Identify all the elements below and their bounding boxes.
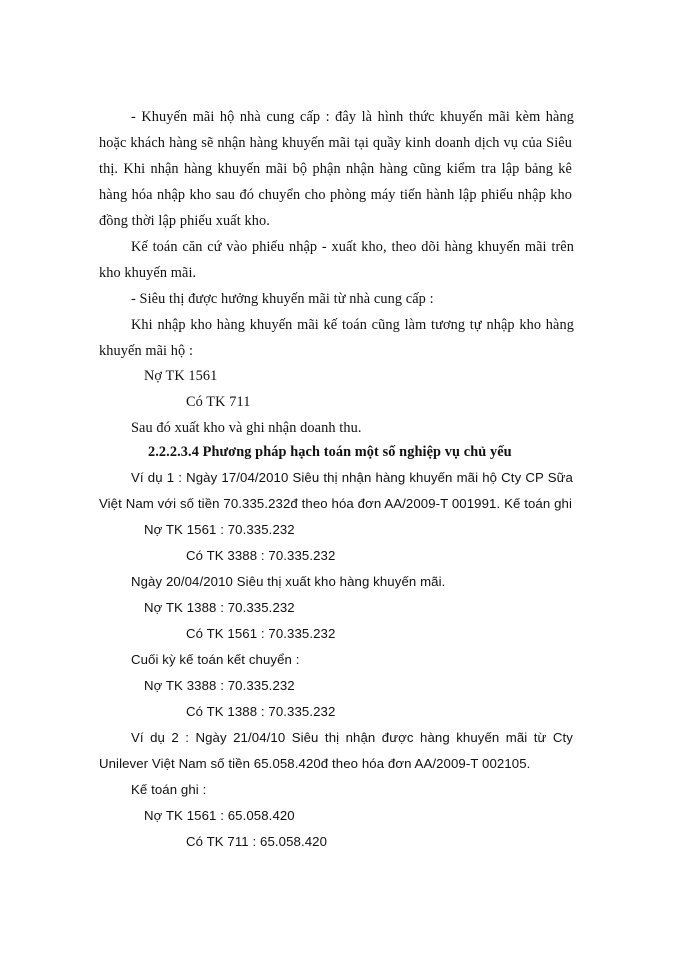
paragraph-line: hoặc khách hàng sẽ nhận hàng khuyến mãi tại quầy kinh doanh dịch vụ của Siêu bbox=[99, 135, 572, 151]
paragraph-line: hàng hóa nhập kho sau đó chuyển cho phòng máy tiến hành lập phiếu nhập kho bbox=[99, 187, 572, 203]
paragraph-line: - Siêu thị được hưởng khuyến mãi từ nhà cung cấp : bbox=[131, 291, 434, 307]
journal-debit: Nợ TK 3388 : 70.335.232 bbox=[144, 678, 295, 693]
journal-credit: Có TK 1561 : 70.335.232 bbox=[186, 626, 336, 641]
paragraph-line: kho khuyến mãi. bbox=[99, 265, 197, 281]
journal-credit: Có TK 711 : 65.058.420 bbox=[186, 834, 328, 849]
journal-debit: Nợ TK 1388 : 70.335.232 bbox=[144, 600, 295, 615]
example-line: Kế toán ghi : bbox=[131, 782, 207, 797]
example-line: Ví dụ 1 : Ngày 17/04/2010 Siêu thị nhận hàng khuyến mãi hộ Cty CP Sữa bbox=[131, 470, 573, 485]
example-line: Unilever Việt Nam số tiền 65.058.420đ theo hóa đơn AA/2009-T 002105. bbox=[99, 756, 531, 771]
paragraph-line: Sau đó xuất kho và ghi nhận doanh thu. bbox=[131, 420, 362, 436]
example-line: Ví dụ 2 : Ngày 21/04/10 Siêu thị nhận được hàng khuyến mãi từ Cty bbox=[131, 730, 573, 745]
journal-debit: Nợ TK 1561 : 70.335.232 bbox=[144, 522, 295, 537]
journal-credit: Có TK 3388 : 70.335.232 bbox=[186, 548, 336, 563]
paragraph-line: thị. Khi nhận hàng khuyến mãi bộ phận nhận hàng cũng kiểm tra lập bảng kê bbox=[99, 161, 572, 177]
section-heading: 2.2.2.3.4 Phương pháp hạch toán một số nghiệp vụ chủ yếu bbox=[148, 444, 512, 460]
paragraph-line: khuyến mãi hộ : bbox=[99, 343, 194, 359]
journal-debit: Nợ TK 1561 : 65.058.420 bbox=[144, 808, 295, 823]
example-line: Việt Nam với số tiền 70.335.232đ theo hóa đơn AA/2009-T 001991. Kế toán ghi bbox=[99, 496, 572, 511]
journal-credit: Có TK 711 bbox=[186, 394, 251, 410]
paragraph-line: Khi nhập kho hàng khuyến mãi kế toán cũng làm tương tự nhập kho hàng bbox=[131, 317, 574, 333]
example-line: Ngày 20/04/2010 Siêu thị xuất kho hàng khuyến mãi. bbox=[131, 574, 446, 589]
example-line: Cuối kỳ kế toán kết chuyển : bbox=[131, 652, 300, 667]
paragraph-line: - Khuyến mãi hộ nhà cung cấp : đây là hình thức khuyến mãi kèm hàng bbox=[131, 109, 574, 125]
journal-debit: Nợ TK 1561 bbox=[144, 368, 218, 384]
journal-credit: Có TK 1388 : 70.335.232 bbox=[186, 704, 336, 719]
paragraph-line: đồng thời lập phiếu xuất kho. bbox=[99, 213, 270, 229]
paragraph-line: Kế toán căn cứ vào phiếu nhập - xuất kho, theo dõi hàng khuyến mãi trên bbox=[131, 239, 574, 255]
